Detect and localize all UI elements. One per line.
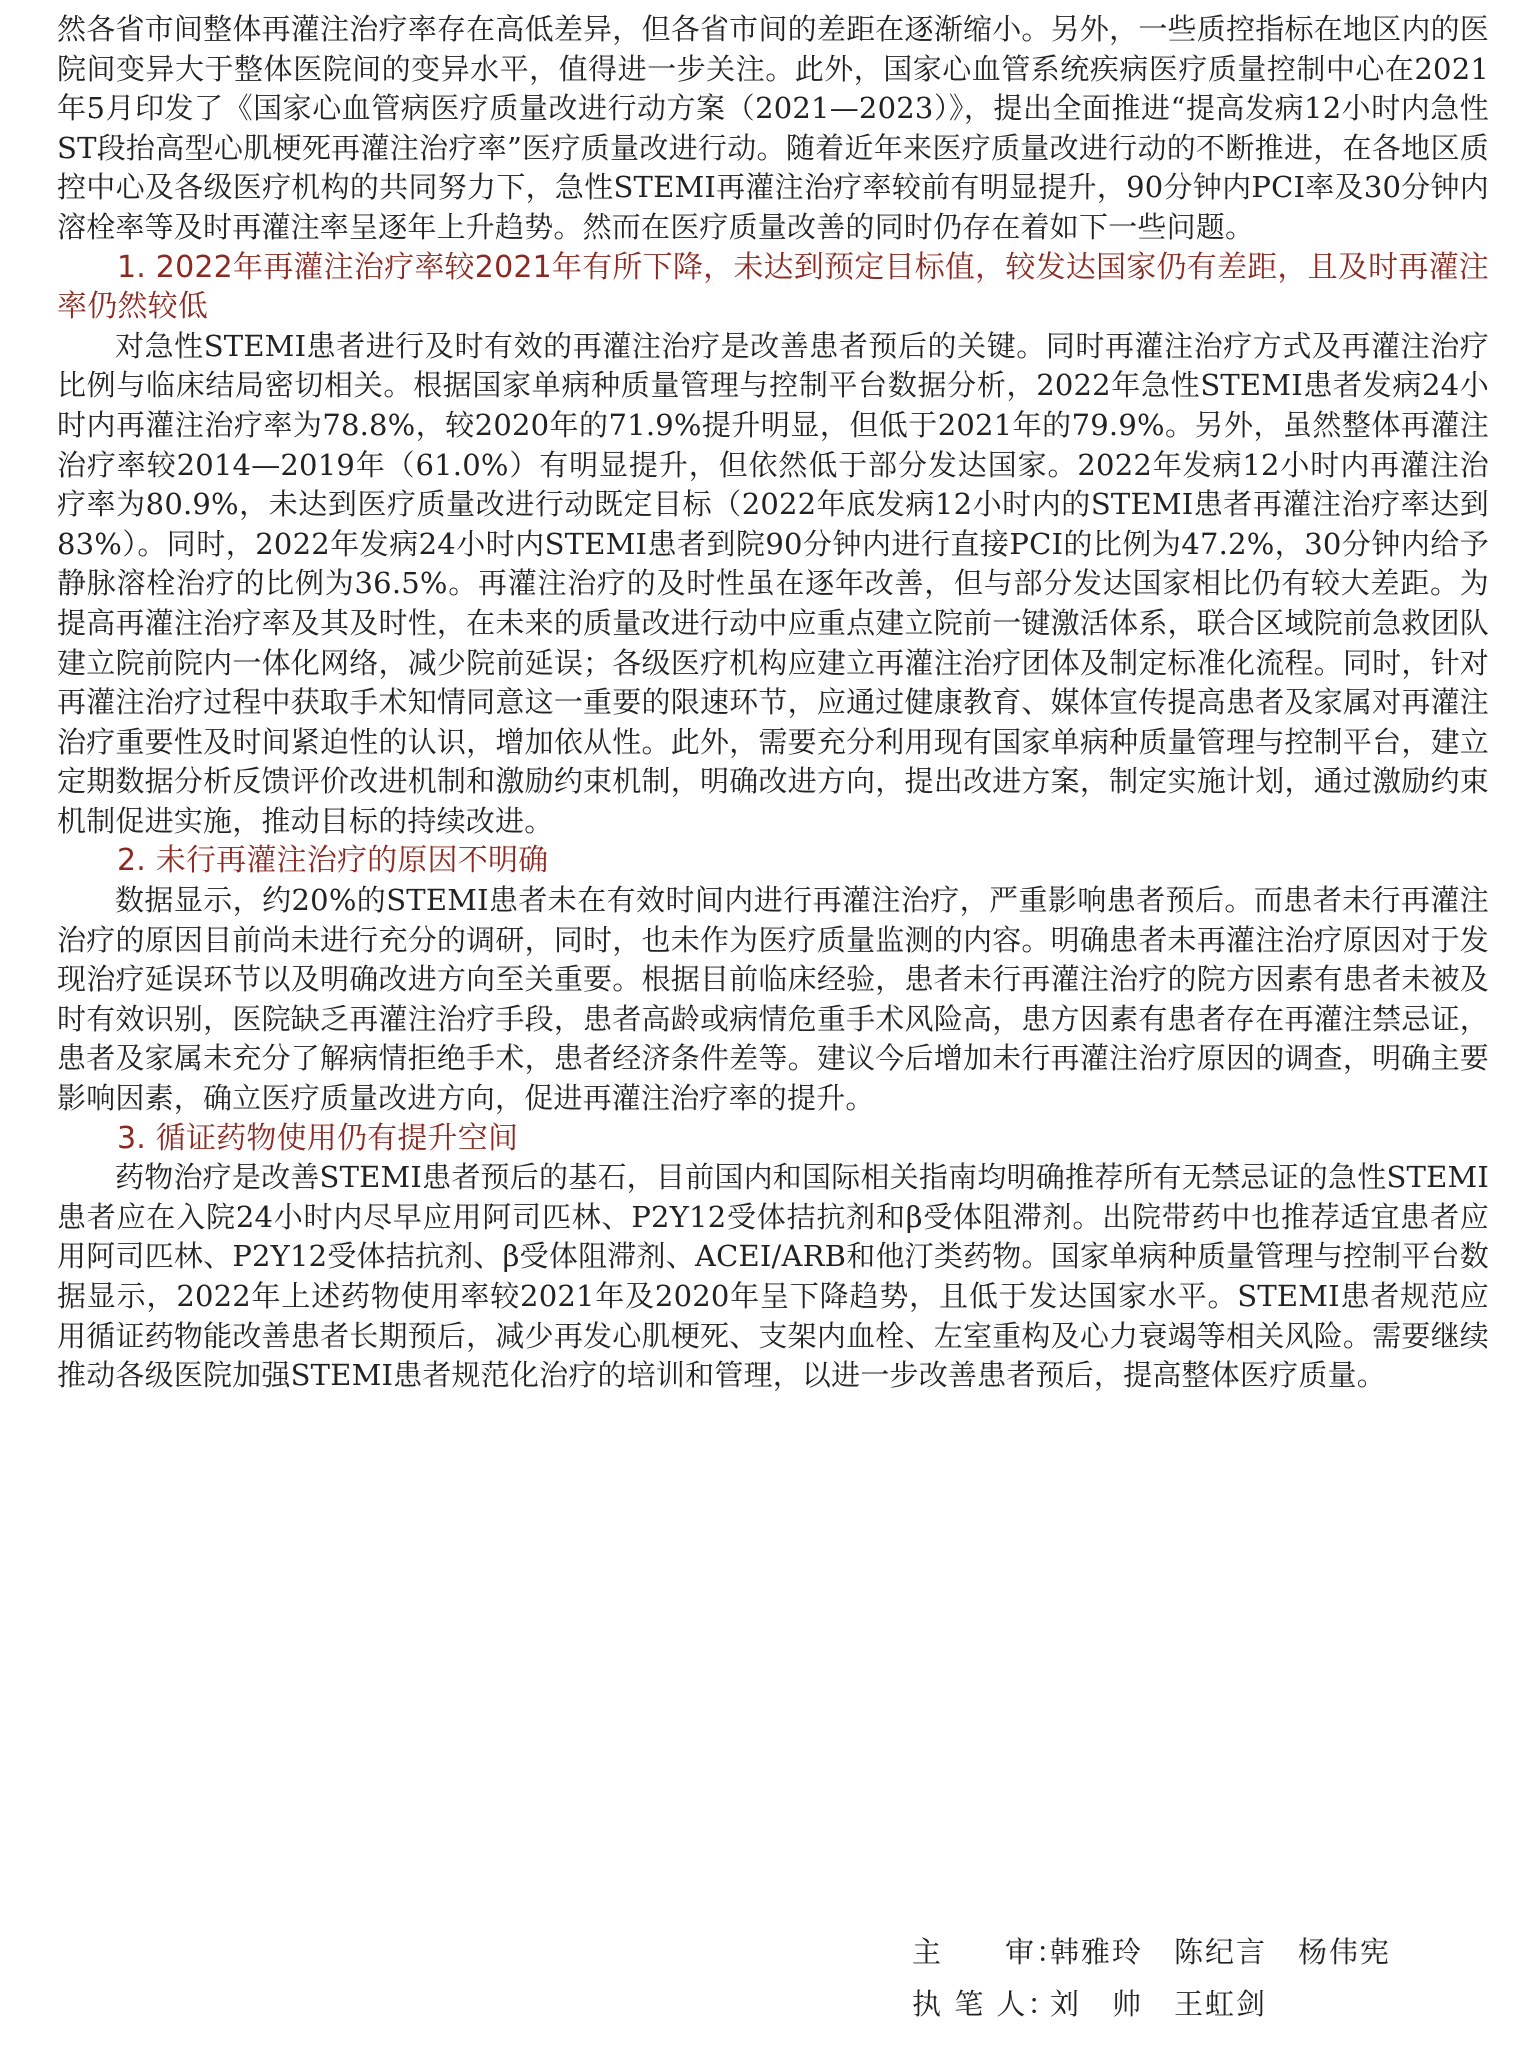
author-credits <box>912 1926 1391 2030</box>
section-heading-3: 3. 循证药物使用仍有提升空间 <box>117 1120 519 1156</box>
section-1-paragraph: 对急性STEMI患者进行及时有效的再灌注治疗是改善患者预后的关键。同时再灌注治疗方式及再灌注治疗比例与临床结局密切相关。根据国家单病种质量管理与控制平台数据分析，2022年急性STEMI患者发病24小时内再灌注治疗率为78.8%，较2020年的71.9%提升明显，但低于2021年的79.9%。另外，虽然整体再灌注治疗率较2014—2019年（61.0%）有明显提升，但依然低于部分发达国家。2022年发病12小时内再灌注治疗率为80.9%，未达到医疗质量改进行动既定目标（2022年底发病12小时内的STEMI患者再灌注治疗率达到83%）。同时，2022年发病24小时内STEMI患者到院90分钟内进行直接PCI的比例为47.2%，30分钟内给予静脉溶栓治疗的比例为36.5%。再灌注治疗的及时性虽在逐年改善，但与部分发达国家相比仍有较大差距。为提高再灌注治疗率及其及时性，在未来的质量改进行动中应重点建立院前一键激活体系，联合区域院前急救团队建立院前院内一体化网络，减少院前延误；各级医疗机构应建立再灌注治疗团体及制定标准化流程。同时，针对再灌注治疗过程中获取手术知情同意这一重要的限速环节，应通过健康教育、媒体宣传提高患者及家属对再灌注治疗重要性及时间紧迫性的认识，增加依从性。此外，需要充分利用现有国家单病种质量管理与控制平台，建立定期数据分析反馈评价改进机制和激励约束机制，明确改进方向，提出改进方案，制定实施计划，通过激励约束机制促进实施，推动目标的持续改进。 <box>57 328 1489 838</box>
writer-names: 刘 帅 王虹剑 <box>1050 1987 1268 2021</box>
reviewer-names: 韩雅玲 陈纪言 杨伟宪 <box>1050 1935 1392 1969</box>
writer-label: 执 笔 人： <box>912 1987 1059 2021</box>
document-body <box>57 10 1489 1396</box>
writer-credit <box>912 1978 1391 2030</box>
section-2-paragraph: 数据显示，约20%的STEMI患者未在有效时间内进行再灌注治疗，严重影响患者预后。而患者未行再灌注治疗的原因目前尚未进行充分的调研，同时，也未作为医疗质量监测的内容。明确患者未再灌注治疗原因对于发现治疗延误环节以及明确改进方向至关重要。根据目前临床经验，患者未行再灌注治疗的院方因素有患者未被及时有效识别，医院缺乏再灌注治疗手段，患者高龄或病情危重手术风险高，患方因素有患者存在再灌注禁忌证，患者及家属未充分了解病情拒绝手术，患者经济条件差等。建议今后增加未行再灌注治疗原因的调查，明确主要影响因素，确立医疗质量改进方向，促进再灌注治疗率的提升。 <box>57 883 1489 1116</box>
reviewer-label: 主 审： <box>912 1935 1068 1969</box>
reviewer-credit <box>912 1926 1391 1978</box>
section-3-paragraph: 药物治疗是改善STEMI患者预后的基石，目前国内和国际相关指南均明确推荐所有无禁忌证的急性STEMI患者应在入院24小时内尽早应用阿司匹林、P2Y12受体拮抗剂和β受体阻滞剂。出院带药中也推荐适宜患者应用阿司匹林、P2Y12受体拮抗剂、β受体阻滞剂、ACEI/ARB和他汀类药物。国家单病种质量管理与控制平台数据显示，2022年上述药物使用率较2021年及2020年呈下降趋势，且低于发达国家水平。STEMI患者规范应用循证药物能改善患者长期预后，减少再发心肌梗死、支架内血栓、左室重构及心力衰竭等相关风险。需要继续推动各级医院加强STEMI患者规范化治疗的培训和管理，以进一步改善患者预后，提高整体医疗质量。 <box>57 1160 1489 1393</box>
intro-paragraph: 然各省市间整体再灌注治疗率存在高低差异，但各省市间的差距在逐渐缩小。另外，一些质控指标在地区内的医院间变异大于整体医院间的变异水平，值得进一步关注。此外，国家心血管系统疾病医疗质量控制中心在2021年5月印发了《国家心血管病医疗质量改进行动方案（2021—2023）》，提出全面推进“提高发病12小时内急性ST段抬高型心肌梗死再灌注治疗率”医疗质量改进行动。随着近年来医疗质量改进行动的不断推进，在各地区质控中心及各级医疗机构的共同努力下，急性STEMI再灌注治疗率较前有明显提升，90分钟内PCI率及30分钟内溶栓率等及时再灌注率呈逐年上升趋势。然而在医疗质量改善的同时仍存在着如下一些问题。 <box>57 12 1489 244</box>
section-heading-1: 1. 2022年再灌注治疗率较2021年有所下降，未达到预定目标值，较发达国家仍有差距，且及时再灌注率仍然较低 <box>57 249 1489 325</box>
section-heading-2: 2. 未行再灌注治疗的原因不明确 <box>117 843 549 879</box>
